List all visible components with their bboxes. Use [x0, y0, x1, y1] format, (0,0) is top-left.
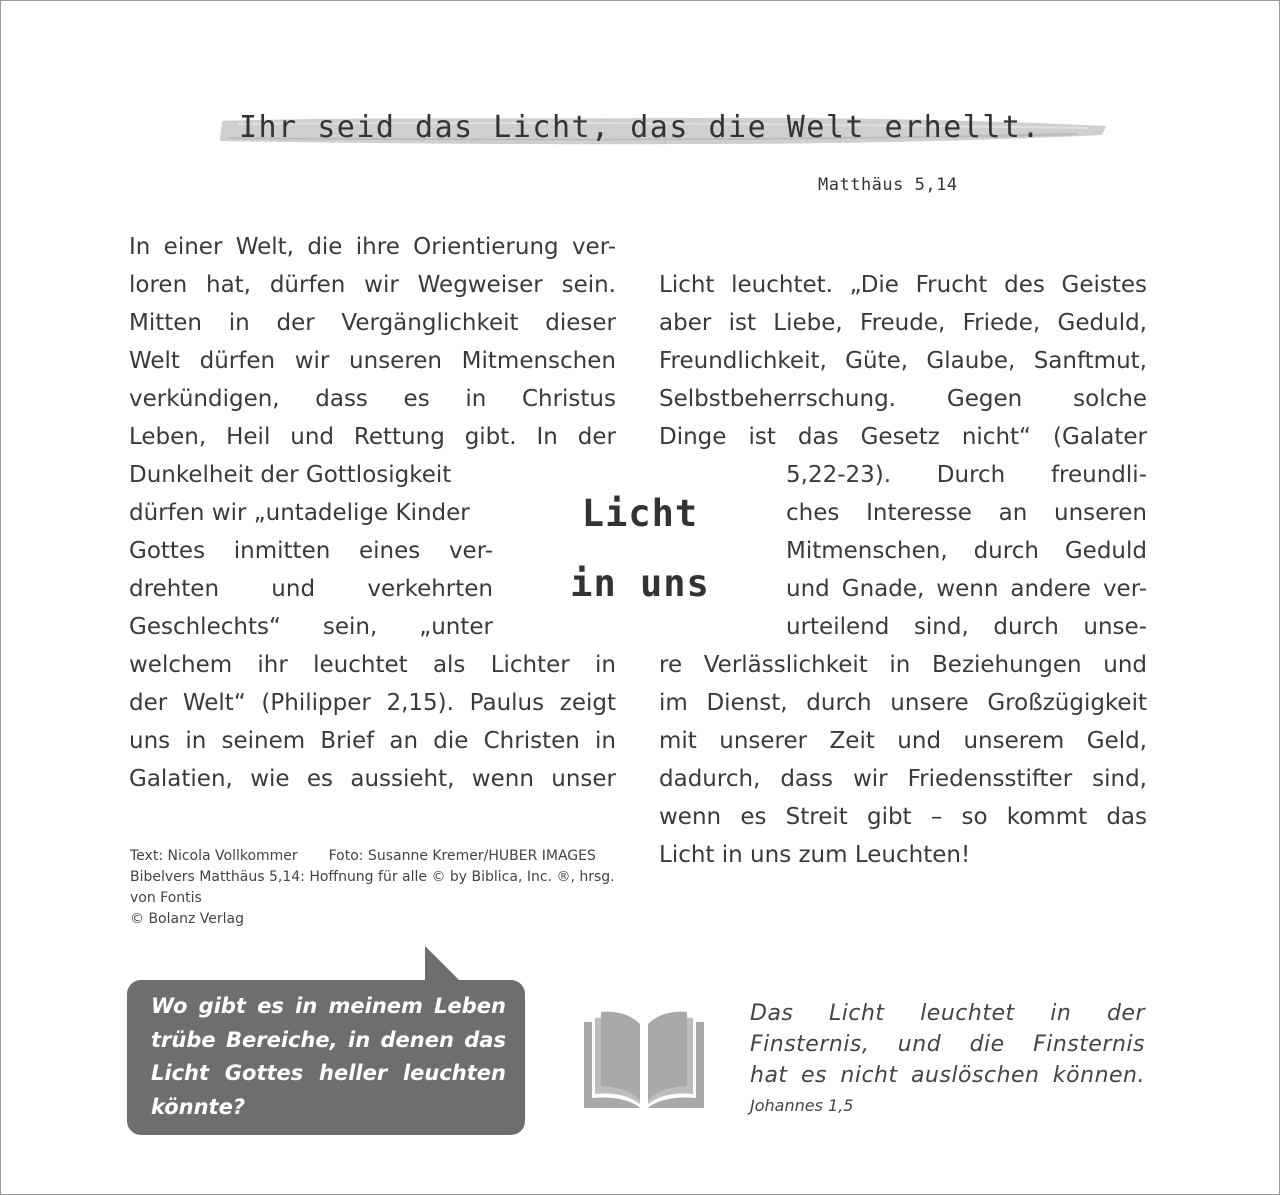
body-line: In einer Welt, die ihre Orientierung ver-	[129, 234, 616, 260]
body-line: Gottes inmitten eines ver-	[129, 538, 493, 564]
body-line: welchem ihr leuchtet als Lichter in	[129, 652, 616, 678]
body-line: im Dienst, durch unsere Großzügigkeit	[659, 690, 1147, 716]
body-line: Licht in uns zum Leuchten!	[659, 842, 971, 868]
body-line: re Verlässlichkeit in Beziehungen und	[659, 652, 1147, 678]
credit-text-author: Text: Nicola Vollkommer	[130, 848, 298, 864]
open-book-icon	[582, 1008, 706, 1112]
body-line: Galatien, wie es aussieht, wenn unser	[129, 766, 616, 792]
body-line: Leben, Heil und Rettung gibt. In der	[129, 424, 616, 450]
body-line: dürfen wir „untadelige Kinder	[129, 500, 470, 526]
speech-bubble-tail	[425, 946, 463, 984]
body-line: Selbstbeherrschung. Gegen solche	[659, 386, 1147, 412]
credit-bible-line-2: von Fontis	[130, 890, 202, 906]
body-line: Freundlichkeit, Güte, Glaube, Sanftmut,	[659, 348, 1147, 374]
bible-quote	[750, 998, 1145, 1091]
question-line: Licht Gottes heller leuchten	[151, 1061, 506, 1085]
credit-photo: Foto: Susanne Kremer/HUBER IMAGES	[328, 848, 596, 864]
body-line: Dinge ist das Gesetz nicht“ (Galater	[659, 424, 1147, 450]
body-line: Mitten in der Vergänglichkeit dieser	[129, 310, 616, 336]
body-line: Geschlechts“ sein, „unter	[129, 614, 493, 640]
body-line: uns in seinem Brief an die Christen in	[129, 728, 616, 754]
title-reference: Matthäus 5,14	[818, 175, 958, 195]
body-line: Licht leuchtet. „Die Frucht des Geistes	[659, 272, 1147, 298]
body-line: drehten und verkehrten	[129, 576, 493, 602]
body-line: und Gnade, wenn andere ver-	[786, 576, 1147, 602]
quote-reference: Johannes 1,5	[750, 1096, 854, 1115]
question-text	[151, 990, 506, 1124]
side-title-line-2: in uns	[570, 562, 710, 605]
body-line: Mitmenschen, durch Geduld	[786, 538, 1147, 564]
quote-line: Das Licht leuchtet in der	[750, 1001, 1145, 1026]
body-line: dadurch, dass wir Friedensstifter sind,	[659, 766, 1147, 792]
question-line: Wo gibt es in meinem Leben	[151, 994, 506, 1018]
quote-line: hat es nicht auslöschen können.	[750, 1063, 1145, 1088]
body-line: urteilend sind, durch unse-	[786, 614, 1147, 640]
side-title-line-1: Licht	[581, 492, 699, 535]
body-line: mit unserer Zeit und unserem Geld,	[659, 728, 1147, 754]
question-line: könnte?	[151, 1094, 246, 1119]
body-line: 5,22-23). Durch freundli-	[786, 462, 1147, 488]
body-line: verkündigen, dass es in Christus	[129, 386, 616, 412]
page-title: Ihr seid das Licht, das die Welt erhellt.	[238, 110, 1042, 145]
body-line: Dunkelheit der Gottlosigkeit	[129, 462, 452, 488]
body-line: ches Interesse an unseren	[786, 500, 1147, 526]
body-line: wenn es Streit gibt – so kommt das	[659, 804, 1147, 830]
quote-line: Finsternis, und die Finsternis	[750, 1032, 1145, 1057]
credit-publisher: © Bolanz Verlag	[130, 911, 244, 927]
body-line: aber ist Liebe, Freude, Friede, Geduld,	[659, 310, 1147, 336]
question-line: trübe Bereiche, in denen das	[151, 1027, 506, 1052]
body-line: Welt dürfen wir unseren Mitmenschen	[129, 348, 616, 374]
credits	[130, 846, 630, 930]
body-line: loren hat, dürfen wir Wegweiser sein.	[129, 272, 616, 298]
body-line: der Welt“ (Philipper 2,15). Paulus zeigt	[129, 690, 616, 716]
credit-bible-line-1: Bibelvers Matthäus 5,14: Hoffnung für alle © by Biblica, Inc. ®, hrsg.	[130, 869, 615, 885]
